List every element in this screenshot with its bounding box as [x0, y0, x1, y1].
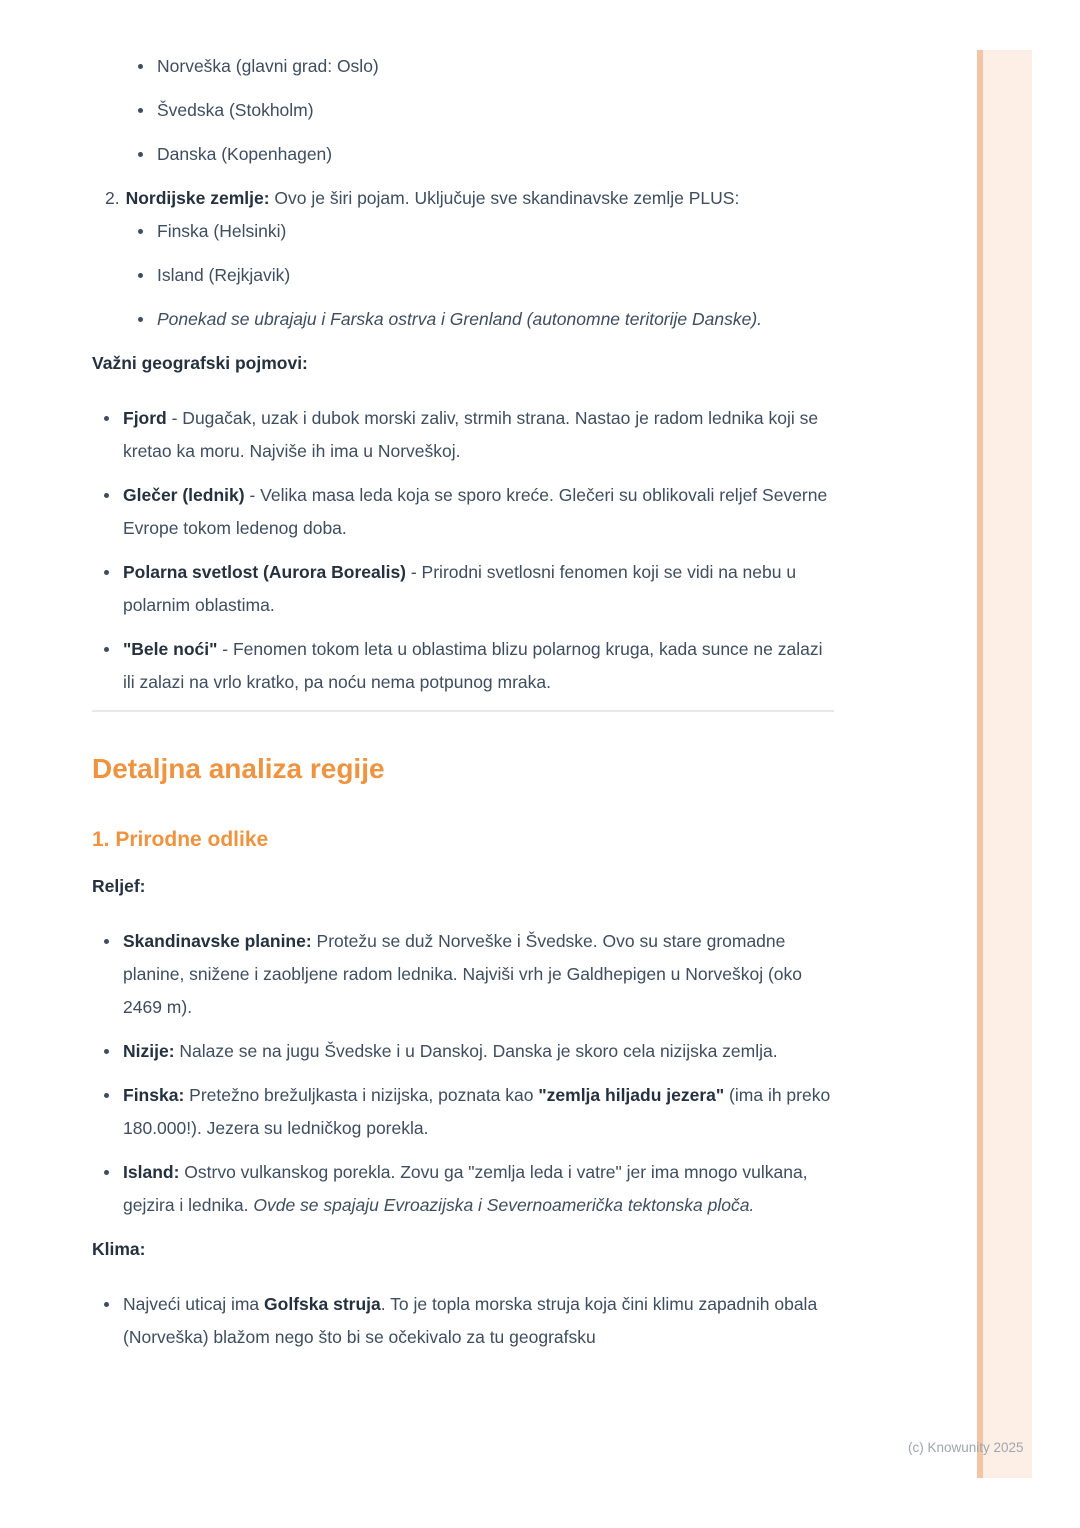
item-italic-note: Ovde se spajaju Evroazijska i Severnoamerička tektonska ploča. [253, 1195, 755, 1215]
term-definition: - Fenomen tokom leta u oblastima blizu polarnog kruga, kada sunce ne zalazi ili zalazi na vrlo kratko, pa noću nema potpunog mraka. [123, 639, 823, 692]
subsection-heading: 1. Prirodne odlike [92, 828, 269, 851]
item-text: Ostrvo vulkanskog porekla. Zovu ga "zemlja leda i vatre" jer ima mnogo vulkana, gejzira i lednika. [123, 1162, 808, 1215]
term-item [92, 556, 834, 622]
item-text: Pretežno brežuljkasta i nizijska, poznata kao [184, 1085, 539, 1105]
item-lead: Skandinavske planine: [123, 931, 312, 951]
list-item [92, 50, 834, 83]
item-number: 2. [105, 188, 120, 208]
climate-item [92, 1288, 834, 1354]
relief-item [92, 1079, 834, 1145]
right-margin-stripe [977, 50, 1032, 1478]
list-item-text: Danska (Kopenhagen) [157, 144, 333, 164]
item-text: (ima ih preko 180.000!). Jezera su ledničkog porekla. [123, 1085, 831, 1138]
term-name: "Bele noći" [123, 639, 218, 659]
relief-item [92, 1156, 834, 1222]
numbered-item-nordic-countries [105, 182, 834, 215]
scandinavian-countries-list [92, 50, 834, 171]
item-text: . To je topla morska struja koja čini klimu zapadnih obala (Norveška) blažom nego što bi se očekivalo za tu geografsku [123, 1294, 818, 1347]
copyright-watermark: (c) Knowunity 2025 [908, 1440, 1024, 1455]
list-item [92, 138, 834, 171]
section-heading: Detaljna analiza regije [92, 753, 385, 784]
list-item [92, 215, 834, 248]
list-item-text: Ponekad se ubrajaju i Farska ostrva i Grenland (autonomne teritorije Danske). [157, 309, 763, 329]
term-name: Glečer (lednik) [123, 485, 245, 505]
term-definition: - Prirodni svetlosni fenomen koji se vidi na nebu u polarnim oblastima. [123, 562, 797, 615]
term-item [92, 402, 834, 468]
relief-list [92, 925, 834, 1222]
item-lead: Finska: [123, 1085, 185, 1105]
list-item-text: Norveška (glavni grad: Oslo) [157, 56, 379, 76]
document-content [92, 50, 834, 1365]
list-item-note [92, 303, 834, 336]
term-name: Polarna svetlost (Aurora Borealis) [123, 562, 406, 582]
item-lead: Island: [123, 1162, 180, 1182]
term-item [92, 633, 834, 699]
item-lead: Nizije: [123, 1041, 175, 1061]
list-item-text: Švedska (Stokholm) [157, 100, 314, 120]
term-definition: - Velika masa leda koja se sporo kreće. Glečeri su oblikovali reljef Severne Evrope tokom ledenog doba. [123, 485, 828, 538]
geo-terms-list [92, 402, 834, 699]
relief-item [92, 925, 834, 1024]
item-bold-phrase: Golfska struja [264, 1294, 381, 1314]
section-divider [92, 710, 834, 712]
relief-label: Reljef: [92, 876, 146, 896]
climate-label: Klima: [92, 1239, 146, 1259]
list-item [92, 94, 834, 127]
term-name: Fjord [123, 408, 167, 428]
item-text: Protežu se duž Norveške i Švedske. Ovo su stare gromadne planine, snižene i zaobljene radom lednika. Najviši vrh je Galdhepigen u Norveškoj (oko 2469 m). [123, 931, 802, 1017]
list-item-text: Finska (Helsinki) [157, 221, 287, 241]
relief-item [92, 1035, 834, 1068]
term-definition: - Dugačak, uzak i dubok morski zaliv, strmih strana. Nastao je radom lednika koji se kretao ka moru. Najviše ih ima u Norveškoj. [123, 408, 819, 461]
item-text: Ovo je širi pojam. Uključuje sve skandinavske zemlje PLUS: [269, 188, 740, 208]
term-item [92, 479, 834, 545]
list-item [92, 259, 834, 292]
item-text: Nalaze se na jugu Švedske i u Danskoj. Danska je skoro cela nizijska zemlja. [174, 1041, 778, 1061]
geo-terms-heading: Važni geografski pojmovi: [92, 353, 308, 373]
list-item-text: Island (Rejkjavik) [157, 265, 291, 285]
item-title: Nordijske zemlje: [125, 188, 270, 208]
item-bold-phrase: "zemlja hiljadu jezera" [538, 1085, 725, 1105]
nordic-countries-list [92, 215, 834, 336]
climate-list [92, 1288, 834, 1354]
item-text: Najveći uticaj ima [123, 1294, 265, 1314]
